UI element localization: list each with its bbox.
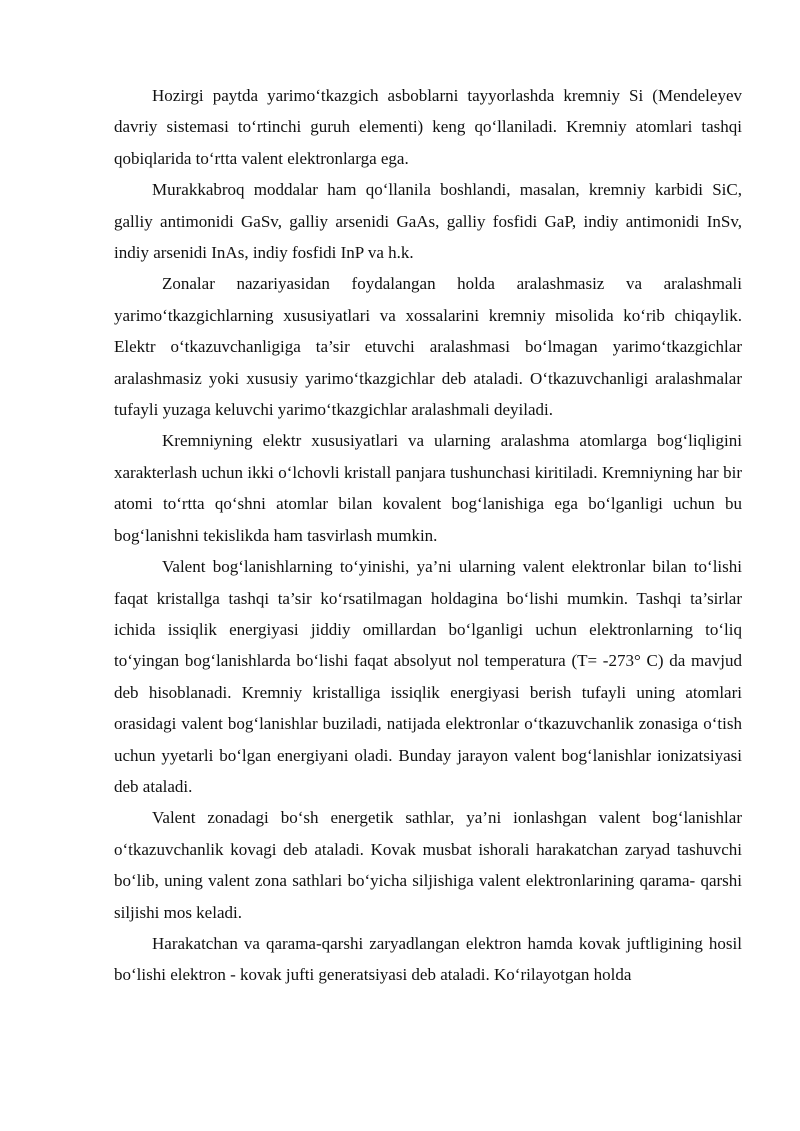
- paragraph-valent-bonds: Valent bog‘lanishlarning to‘yinishi, ya’ni ularning valent elektronlar bilan to‘lishi faqat kristallga tashqi ta’sir ko‘rsatilmagan holdagina bo‘lishi mumkin. Tashqi ta’sirlar ichida issiqlik energiyasi jiddiy omillardan bo‘lganligi uchun elektronlarning to‘liq to‘yingan bog‘lanishlarda bo‘lishi faqat absolyut nol temperatura (T= -273° C) da mavjud deb hisoblanadi. Kremniy kristalliga issiqlik energiyasi berish tufayli uning atomlari orasidagi valent bog‘lanishlar buziladi, natijada elektronlar o‘tkazuvchanlik zonasiga o‘tish uchun yyetarli bo‘lgan energiyani oladi. Bunday jarayon valent bog‘lanishlar ionizatsiyasi deb ataladi.: [114, 557, 742, 796]
- document-page: [114, 80, 742, 991]
- paragraph-holes: Valent zonadagi bo‘sh energetik sathlar, ya’ni ionlashgan valent bog‘lanishlar o‘tkazuvchanlik kovagi deb ataladi. Kovak musbat ishorali harakatchan zaryad tashuvchi bo‘lib, uning valent zona sathlari bo‘yicha siljishiga valent elektronlarining qarama- qarshi siljishi mos keladi.: [114, 808, 742, 922]
- paragraph-crystal-lattice: Kremniyning elektr xususiyatlari va ularning aralashma atomlarga bog‘liqligini xarakterlash uchun ikki o‘lchovli kristall panjara tushunchasi kiritiladi. Kremniyning har bir atomi to‘rtta qo‘shni atomlar bilan kovalent bog‘lanishiga ega bo‘lganligi uchun bu bog‘lanishni tekislikda ham tasvirlash mumkin.: [114, 431, 742, 545]
- paragraph-zone-theory: Zonalar nazariyasidan foydalangan holda aralashmasiz va aralashmali yarimo‘tkazgichlarning xususiyatlari va xossalarini kremniy misolida ko‘rib chiqaylik. Elektr o‘tkazuvchanligiga ta’sir etuvchi aralashmasi bo‘lmagan yarimo‘tkazgichlar aralashmasiz yoki xususiy yarimo‘tkazgichlar deb ataladi. O‘tkazuvchanligi aralashmalar tufayli yuzaga keluvchi yarimo‘tkazgichlar aralashmali deyiladi.: [114, 274, 742, 420]
- paragraph-compound-semiconductors: Murakkabroq moddalar ham qo‘llanila boshlandi, masalan, kremniy karbidi SiC, galliy antimonidi GaSv, galliy arsenidi GaAs, galliy fosfidi GaP, indiy antimonidi InSv, indiy arsenidi InAs, indiy fosfidi InP va h.k.: [114, 180, 742, 263]
- paragraph-silicon-intro: Hozirgi paytda yarimo‘tkazgich asboblarni tayyorlashda kremniy Si (Mendeleyev davriy sistemasi to‘rtinchi guruh elementi) keng qo‘llaniladi. Kremniy atomlari tashqi qobiqlarida to‘rtta valent elektronlarga ega.: [114, 86, 742, 168]
- paragraph-electron-hole-generation: Harakatchan va qarama-qarshi zaryadlangan elektron hamda kovak juftligining hosil bo‘lishi elektron - kovak jufti generatsiyasi deb ataladi. Ko‘rilayotgan holda: [114, 933, 742, 985]
